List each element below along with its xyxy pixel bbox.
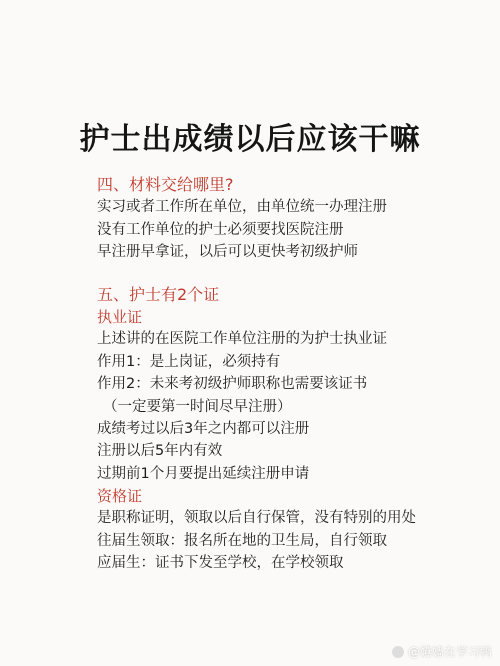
license-line: 作用2：未来考初级护师职称也需要该证书 bbox=[97, 376, 368, 393]
section-4-line: 实习或者工作所在单位，由单位统一办理注册 bbox=[97, 199, 387, 216]
license-line: （一定要第一时间尽早注册） bbox=[103, 398, 292, 415]
page-title: 护士出成绩以后应该干嘛 bbox=[79, 122, 421, 157]
qualification-subheading: 资格证 bbox=[97, 487, 143, 506]
license-line: 过期前1个月要提出延续注册申请 bbox=[97, 465, 310, 482]
watermark bbox=[392, 643, 492, 660]
watermark-avatar-icon bbox=[392, 646, 404, 658]
license-line: 注册以后5年内有效 bbox=[97, 443, 223, 460]
section-4-line: 早注册早拿证，以后可以更快考初级护师 bbox=[97, 244, 358, 261]
section-5-heading: 五、护士有2个证 bbox=[97, 284, 220, 304]
qualification-line: 是职称证明，领取以后自行保管，没有特别的用处 bbox=[97, 510, 416, 527]
qualification-line: 往届生领取：报名所在地的卫生局，自行领取 bbox=[97, 532, 387, 549]
watermark-text: @嬿嫱在学习鸭 bbox=[407, 645, 492, 659]
license-subheading: 执业证 bbox=[97, 307, 143, 326]
qualification-line: 应届生：证书下发至学校，在学校领取 bbox=[97, 555, 344, 572]
license-line: 上述讲的在医院工作单位注册的为护士执业证 bbox=[97, 331, 387, 348]
license-line: 成绩考过以后3年之内都可以注册 bbox=[97, 420, 310, 437]
license-line: 作用1：是上岗证，必须持有 bbox=[97, 353, 281, 370]
section-4-heading: 四、材料交给哪里? bbox=[97, 175, 234, 194]
section-4-line: 没有工作单位的护士必须要找医院注册 bbox=[97, 221, 344, 238]
content-body bbox=[97, 174, 487, 575]
section-spacer bbox=[97, 264, 487, 284]
